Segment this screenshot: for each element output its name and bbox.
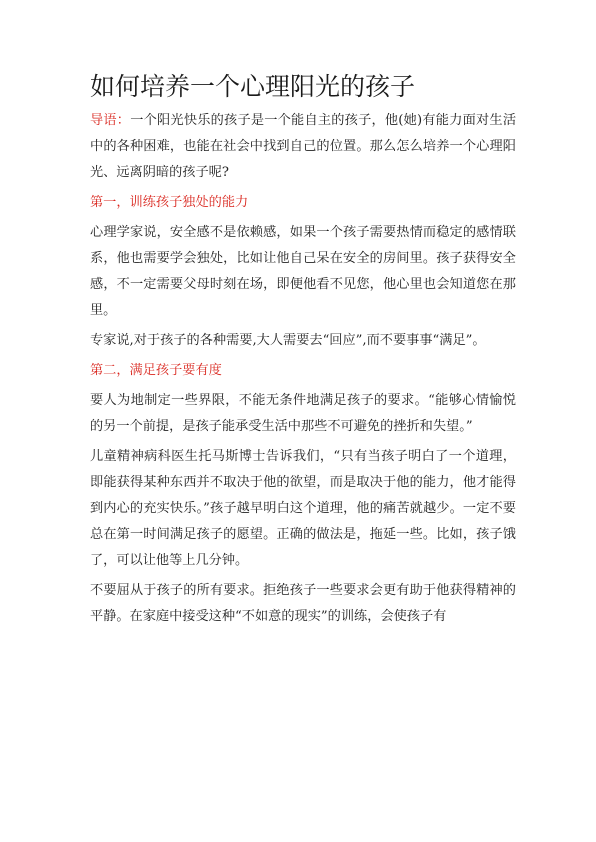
section-2-paragraph-1: 要人为地制定一些界限，不能无条件地满足孩子的要求。“能够心情愉悦的另一个前提，是孩子能承受生活中那些不可避免的挫折和失望。” — [90, 393, 516, 434]
document-page — [90, 70, 516, 634]
section-1-paragraph-1: 心理学家说，安全感不是依赖感，如果一个孩子需要热情而稳定的感情联系，他也需要学会独处，比如让他自己呆在安全的房间里。孩子获得安全感，不一定需要父母时刻在场，即便他看不见您，他心里也会知道您在那里。 — [90, 225, 516, 318]
section-2-paragraph-2: 儿童精神病科医生托马斯博士告诉我们，“只有当孩子明白了一个道理，即能获得某种东西并不取决于他的欲望，而是取决于他的能力，他才能得到内心的充实快乐。”孩子越早明白这个道理，他的痛苦就越少。一定不要总在第一时间满足孩子的愿望。正确的做法是，拖延一些。比如，孩子饿了，可以让他等上几分钟。 — [90, 449, 516, 568]
section-1-paragraph-2: 专家说,对于孩子的各种需要,大人需要去“回应”,而不要事事“满足”。 — [90, 333, 486, 348]
document-title: 如何培养一个心理阳光的孩子 — [90, 72, 416, 101]
section-2-heading: 第二，满足孩子要有度 — [90, 363, 222, 378]
intro-paragraph — [90, 108, 516, 186]
section-1-heading: 第一，训练孩子独处的能力 — [90, 195, 249, 210]
intro-label: 导语： — [90, 113, 131, 128]
intro-text: 一个阳光快乐的孩子是一个能自主的孩子，他(她)有能力面对生活中的各种困难，也能在社会中找到自己的位置。那么怎么培养一个心理阳光、远离阴暗的孩子呢? — [90, 113, 517, 180]
section-2-paragraph-3: 不要屈从于孩子的所有要求。拒绝孩子一些要求会更有助于他获得精神的平静。在家庭中接受这种“不如意的现实”的训练，会使孩子有 — [90, 583, 516, 624]
